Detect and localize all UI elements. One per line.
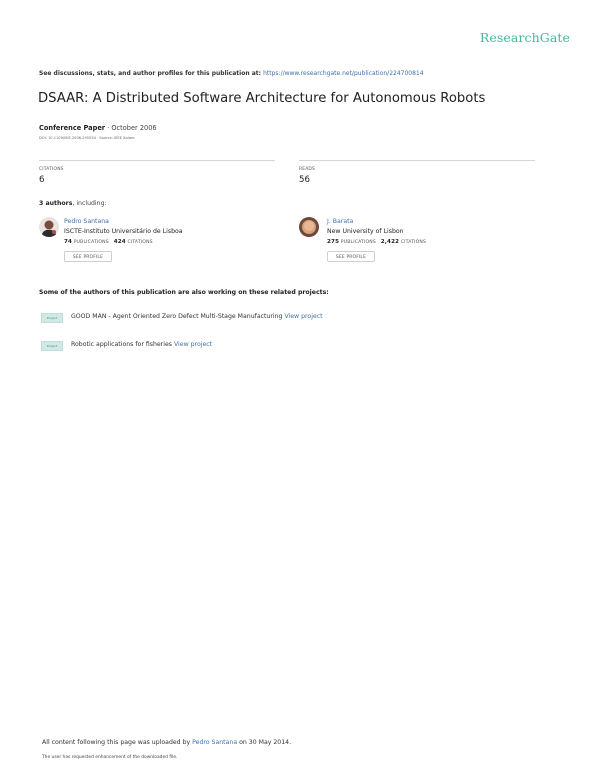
author-stats (327, 239, 426, 245)
project-title: GOOD MAN - Agent Oriented Zero Defect Multi-Stage Manufacturing (71, 313, 283, 320)
projects-header: Some of the authors of this publication are also working on these related projects: (39, 289, 329, 296)
author-citations-count: 2,422 (380, 239, 400, 245)
author-avatar[interactable] (299, 217, 319, 237)
author-name-link[interactable]: Pedro Santana (64, 218, 109, 225)
enhancement-note: The user has requested enhancement of the downloaded file. (42, 755, 178, 760)
authors-suffix: , including: (72, 200, 107, 207)
disclaimer-line (39, 70, 424, 77)
author-citations-label: CITATIONS (400, 240, 427, 245)
project-title: Robotic applications for fisheries (71, 341, 172, 348)
author-stats (64, 239, 153, 245)
view-project-link[interactable]: View project (173, 341, 213, 348)
doi-line: DOI: 10.1109/ISIE.2006.295554 · Source: IEEE Xplore (39, 136, 135, 140)
publication-type: Conference Paper (39, 124, 106, 132)
project-thumbnail[interactable]: Project (41, 313, 63, 323)
uploader-link[interactable]: Pedro Santana (192, 739, 238, 746)
author-avatar[interactable] (39, 217, 59, 237)
author-photo-icon (39, 217, 59, 237)
publication-date: · October 2006 (107, 124, 157, 132)
project-thumbnail[interactable]: Project (41, 341, 63, 351)
publication-title: DSAAR: A Distributed Software Architecture for Autonomous Robots (38, 91, 486, 106)
author-affiliation: ISCTE-Instituto Universitário de Lisboa (64, 228, 183, 235)
author-publications-label: PUBLICATIONS (340, 240, 376, 245)
authors-count: 3 authors (39, 200, 73, 207)
reads-label: READS (299, 167, 315, 172)
author-affiliation: New University of Lisbon (327, 228, 404, 235)
disclaimer-text: See discussions, stats, and author profiles for this publication at: (39, 70, 262, 77)
citations-label: CITATIONS (39, 167, 64, 172)
upload-suffix: on 30 May 2014. (239, 739, 292, 746)
citations-value: 6 (39, 175, 45, 185)
see-profile-button[interactable]: SEE PROFILE (64, 251, 112, 262)
reads-value: 56 (299, 175, 310, 185)
upload-prefix: All content following this page was uploaded by (42, 739, 191, 746)
publication-url-link[interactable]: https://www.researchgate.net/publication/224700814 (263, 70, 424, 77)
view-project-link[interactable]: View project (284, 313, 323, 320)
author-publications-label: PUBLICATIONS (73, 240, 109, 245)
author-name-link[interactable]: J. Barata (327, 218, 354, 225)
author-photo-icon (299, 217, 319, 237)
author-publications-count: 74 (64, 239, 73, 245)
researchgate-logo[interactable]: ResearchGate (479, 30, 570, 45)
project-item (71, 313, 323, 320)
publication-type-line (39, 124, 157, 132)
author-publications-count: 275 (327, 239, 340, 245)
see-profile-button[interactable]: SEE PROFILE (327, 251, 375, 262)
upload-note (42, 739, 291, 746)
authors-header (39, 200, 107, 207)
divider (39, 160, 275, 161)
author-citations-count: 424 (113, 239, 126, 245)
author-citations-label: CITATIONS (127, 240, 153, 245)
project-item (71, 341, 212, 348)
divider (299, 160, 535, 161)
